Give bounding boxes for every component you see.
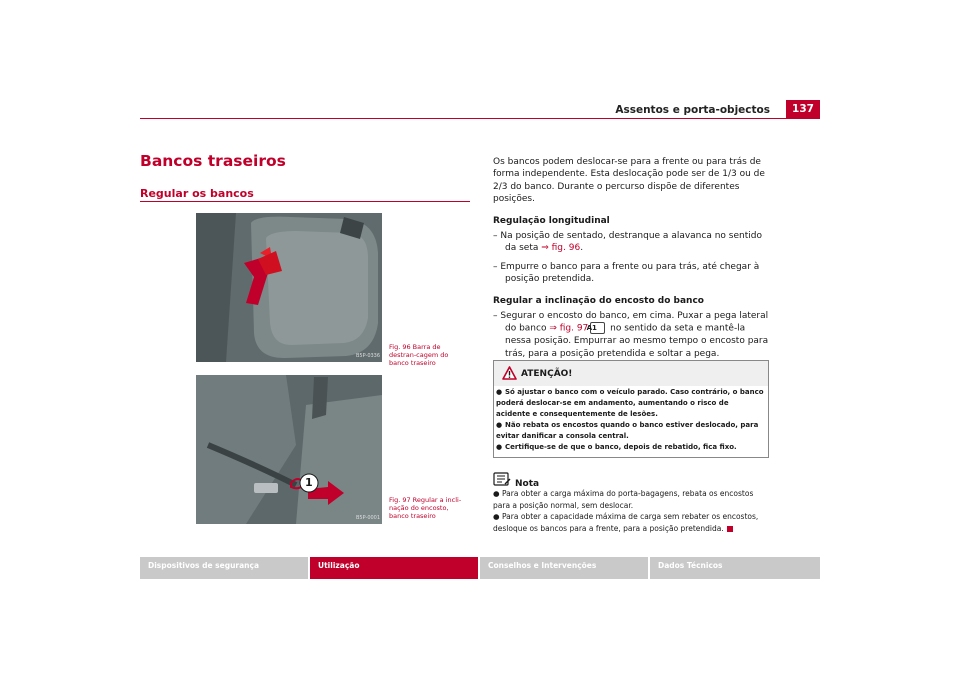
subsection-rule <box>140 201 470 202</box>
step-adjust-rest: no sentido da seta e mantê-la nessa posição. Empurrar ao mesmo tempo o encosto para trás, para a posição pretendida e soltar a pega. <box>505 323 769 359</box>
figure-96-image <box>196 213 382 362</box>
note-item <box>493 511 770 534</box>
warning-title: ATENÇÃO! <box>521 369 573 379</box>
header-rule <box>140 118 820 119</box>
running-header-title: Assentos e porta-objectos <box>615 104 770 116</box>
figure-97-image <box>196 375 382 524</box>
warning-item-text: Não rebata os encostos quando o banco estiver deslocado, para evitar danificar a consola central. <box>496 421 759 440</box>
figure-96-code: B5P-0336 <box>356 353 381 359</box>
step-unlock-text: – Na posição de sentado, destranque a alavanca no sentido da seta <box>493 231 762 254</box>
page-number: 137 <box>786 100 820 118</box>
figure-97-caption: Fig. 97 Regular a incli-nação do encosto, banco traseiro <box>389 496 462 521</box>
rear-seat-release-illustration <box>196 213 382 362</box>
note-title: Nota <box>515 479 540 489</box>
callout-a1-badge: A1 <box>590 322 605 334</box>
note-item <box>493 488 770 511</box>
footer-tab-advice[interactable]: Conselhos e Intervenções <box>480 557 648 579</box>
fig97-reference-link[interactable]: ⇒ fig. 97 <box>549 323 589 334</box>
warning-item <box>496 420 764 442</box>
step-adjust-backrest <box>493 310 770 360</box>
step-adjust-text: – Segurar o encosto do banco, em cima. Puxar a pega lateral do banco <box>493 311 769 334</box>
fig96-reference-link[interactable]: ⇒ fig. 96 <box>541 243 581 254</box>
incline-heading: Regular a inclinação do encosto do banco <box>493 295 704 306</box>
footer-tab-technical-data[interactable]: Dados Técnicos <box>650 557 820 579</box>
note-item-text: Para obter a capacidade máxima de carga sem rebater os encostos, desloque os bancos para a frente, para a posição pretendida. <box>493 512 759 533</box>
bullet-icon: ● <box>496 421 503 429</box>
step-push-seat: – Empurre o banco para a frente ou para trás, até chegar à posição pretendida. <box>493 261 760 285</box>
note-body <box>493 488 770 534</box>
footer-tab-safety[interactable]: Dispositivos de segurança <box>140 557 308 579</box>
bullet-icon: ● <box>496 388 503 396</box>
warning-body <box>496 387 764 453</box>
section-end-icon <box>727 526 733 532</box>
figure-97-code: B5P-0001 <box>356 515 381 521</box>
step-unlock-lever <box>493 230 770 255</box>
note-item-text: Para obter a carga máxima do porta-bagagens, rebata os encostos para a posição normal, sem deslocar. <box>493 489 754 510</box>
section-title: Bancos traseiros <box>140 152 286 170</box>
warning-item-text: Só ajustar o banco com o veículo parado. Caso contrário, o banco poderá deslocar-se em andamento, aumentando o risco de acidente e consequentemente de lesões. <box>496 388 764 418</box>
bullet-icon: ● <box>493 489 500 498</box>
subsection-title: Regular os bancos <box>140 187 254 200</box>
figure-97-callout: 1 <box>305 476 313 489</box>
warning-item <box>496 442 764 453</box>
intro-paragraph: Os bancos podem deslocar-se para a frente ou para trás de forma independente. Esta deslocação pode ser de 1/3 ou de 2/3 do banco. Durante o percurso dispõe de diferentes posições. <box>493 157 765 205</box>
body-text-column <box>493 156 770 366</box>
warning-item <box>496 387 764 420</box>
warning-triangle-icon <box>502 366 517 380</box>
bullet-icon: ● <box>493 512 500 522</box>
step-unlock-end: . <box>580 243 584 254</box>
warning-item-text: Certifique-se de que o banco, depois de rebatido, fica fixo. <box>505 443 737 451</box>
warning-box <box>493 360 769 458</box>
backrest-incline-illustration <box>196 375 382 524</box>
longitudinal-heading: Regulação longitudinal <box>493 215 610 226</box>
figure-96-caption: Fig. 96 Barra de destran-cagem do banco traseiro <box>389 343 449 368</box>
note-icon <box>493 472 511 487</box>
footer-tab-usage[interactable]: Utilização <box>310 557 478 579</box>
bullet-icon: ● <box>496 443 503 451</box>
